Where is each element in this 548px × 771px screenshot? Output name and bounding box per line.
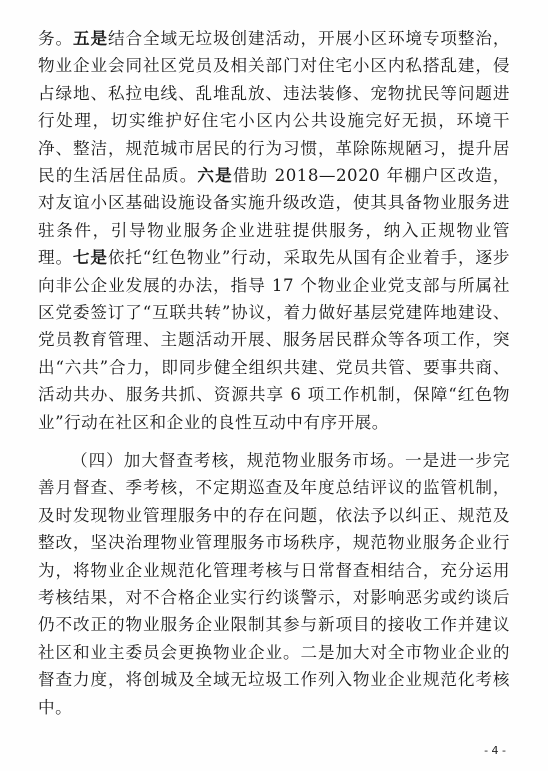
page-number: - 4 - <box>484 744 506 757</box>
paragraph-1-run-1: 务。 <box>38 29 73 48</box>
label-qi-shi: 七是 <box>72 247 108 268</box>
paragraph-1-run-5: 借助 2018—2020 年棚户区改造，对友谊小区基础设施设备实施升级改造，使其具备物业服务进驻条件，引导物业服务企业进驻提供服务，纳入正规物业管理。 <box>38 166 511 268</box>
label-wu-shi: 五是 <box>73 28 108 48</box>
paragraph-1-run-7: 依托“红色物业”行动，采取先从国有企业着手，逐步向非公企业发展的办法，指导 17 个物业企业党支部与所属社区党委签订了“互联共转”协议，着力做好基层党建阵地建设、党员教育管理、主题活动开展、服务居民群众等各项工作，突出“六共”合力，即同步健全组织共建、党员共管、要事共商、活动共办、服务共抓、资源共享 6 项工作机制，保障“红色物业”行动在社区和企业的良性互动中有序开展。 <box>38 248 511 432</box>
paragraph-1 <box>38 25 510 436</box>
paragraph-1-run-3: 结合全域无垃圾创建活动，开展小区环境专项整治，物业企业会同社区党员及相关部门对住宅小区内私搭乱建，侵占绿地、私拉电线、乱堆乱放、违法装修、宠物扰民等问题进行处理，切实维护好住宅小区内公共设施完好无损，环境干净、整洁，规范城市居民的行为习惯，革除陈规陋习，提升居民的生活居住品质。 <box>38 29 511 186</box>
paragraph-2 <box>38 447 510 721</box>
paragraph-2-run-1: （四）加大督查考核，规范物业服务市场。一是进一步完善月督查、季考核，不定期巡查及年度总结评议的监管机制，及时发现物业管理服务中的存在问题，依法予以纠正、规范及整改，坚决治理物业管理服务市场秩序，规范物业服务企业行为，将物业企业规范化管理考核与日常督查相结合，充分运用考核结果，对不合格企业实行约谈警示，对影响恶劣或约谈后仍不改正的物业服务企业限制其参与新项目的接收工作并建议社区和业主委员会更换物业企业。二是加大对全市物业企业的督查力度，将创城及全域无垃圾工作列入物业企业规范化考核中。 <box>38 451 510 717</box>
label-liu-shi: 六是 <box>197 165 233 186</box>
